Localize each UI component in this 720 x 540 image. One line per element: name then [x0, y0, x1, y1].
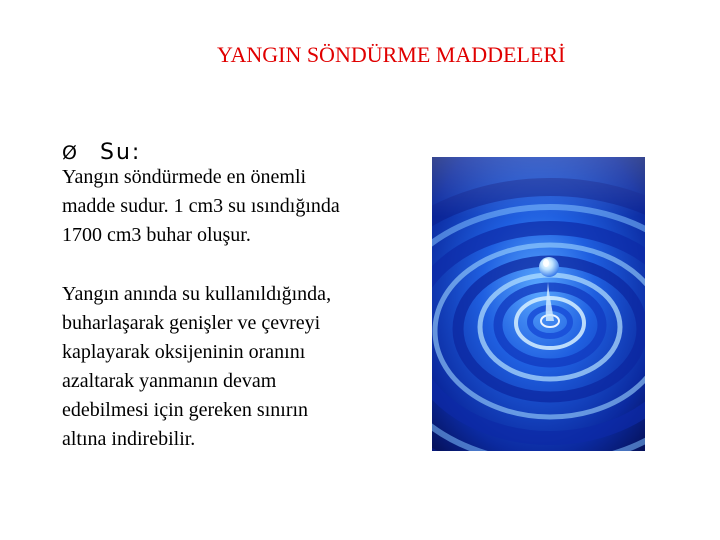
- text-line: madde sudur. 1 cm3 su ısındığında: [62, 195, 340, 217]
- water-drop-illustration: [432, 157, 645, 451]
- text-line: Yangın anında su kullanıldığında,: [62, 283, 332, 305]
- text-line: buharlaşarak genişler ve çevreyi: [62, 312, 321, 334]
- paragraph-water-usage: [62, 280, 412, 454]
- bullet-heading: [62, 139, 141, 166]
- text-line: altına indirebilir.: [62, 428, 196, 450]
- heading-text: Su:: [100, 140, 142, 165]
- text-line: edebilmesi için gereken sınırın: [62, 399, 309, 421]
- arrow-bullet-icon: Ø: [62, 142, 77, 164]
- slide-title: YANGIN SÖNDÜRME MADDELERİ: [217, 42, 566, 67]
- text-line: Yangın söndürmede en önemli: [62, 166, 307, 188]
- text-line: kaplayarak oksijeninin oranını: [62, 341, 306, 363]
- paragraph-water-importance: [62, 163, 412, 250]
- water-drop-image: [432, 157, 645, 451]
- text-line: 1700 cm3 buhar oluşur.: [62, 224, 251, 246]
- text-line: azaltarak yanmanın devam: [62, 370, 277, 392]
